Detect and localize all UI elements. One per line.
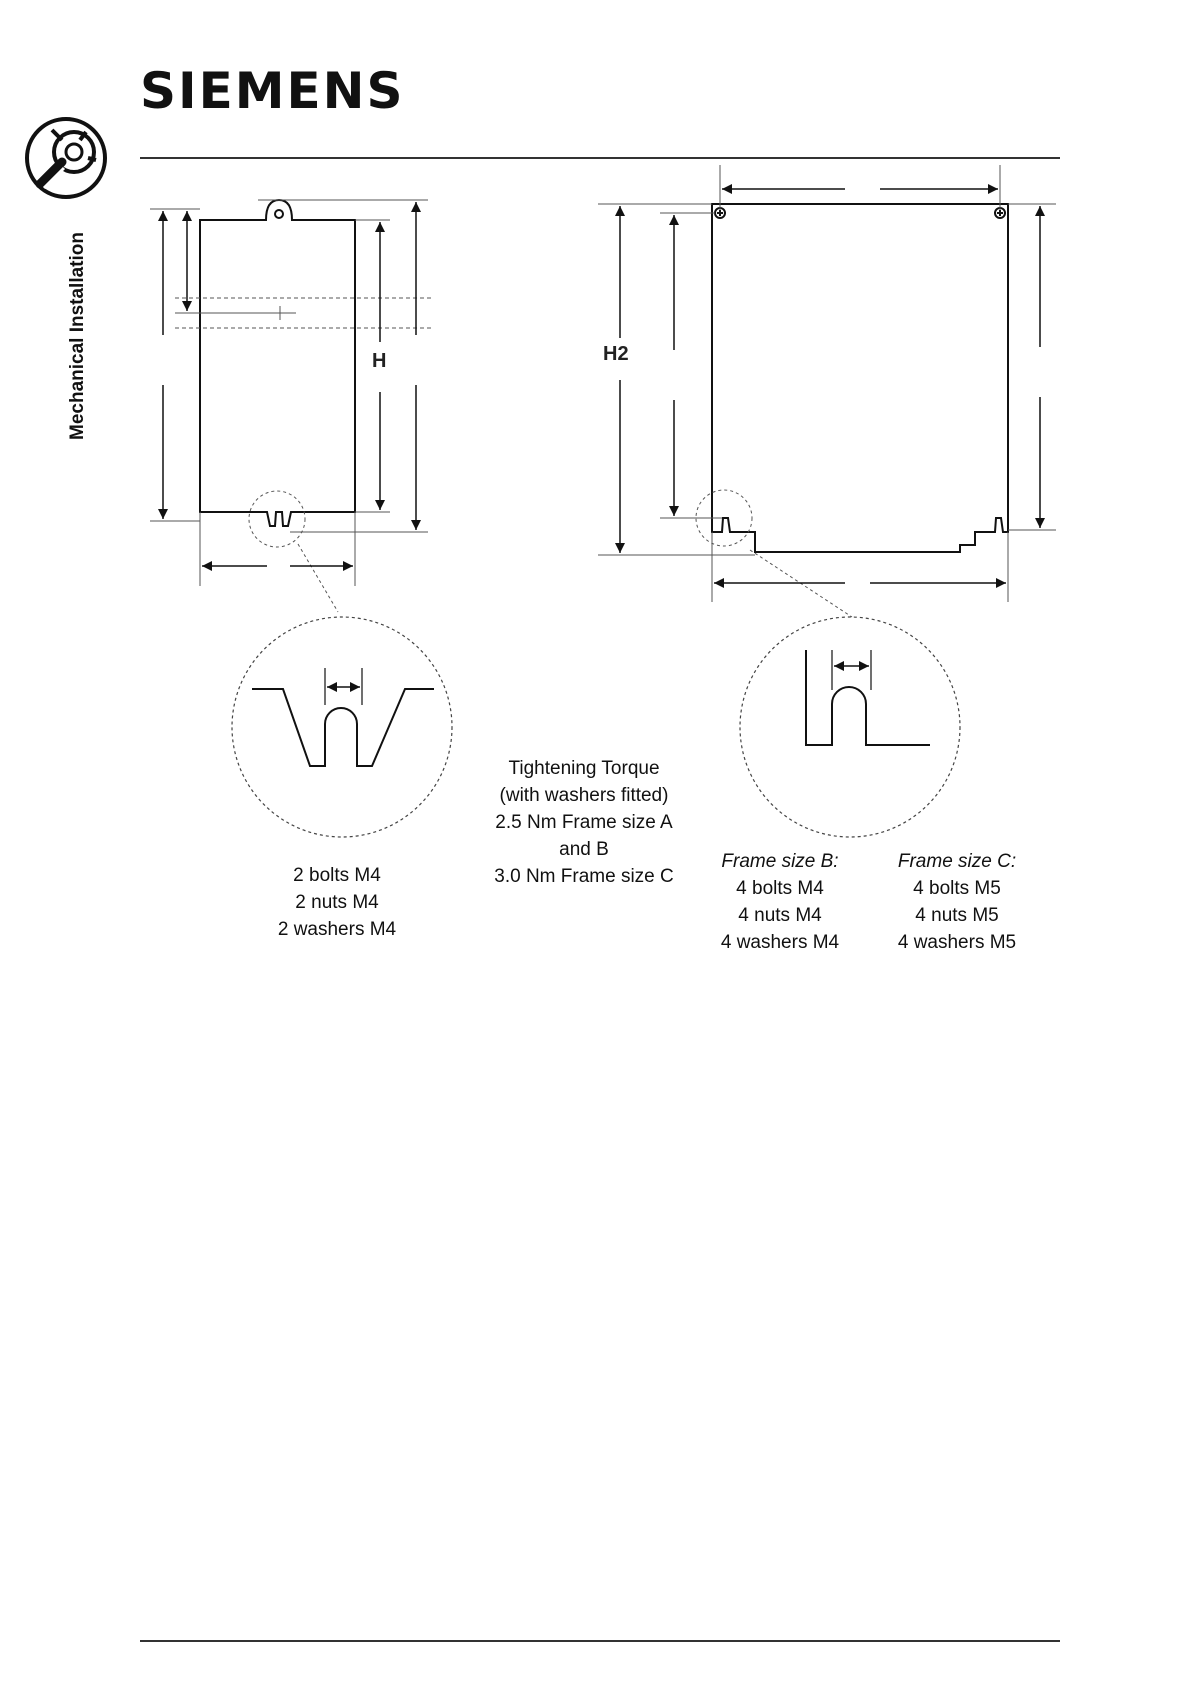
- frame-c-height-label: H2: [603, 343, 629, 365]
- frame-b-bolts: 4 bolts M4: [736, 878, 824, 899]
- frame-c-bolts: 4 bolts M5: [913, 878, 1001, 899]
- frame-a-nuts: 2 nuts M4: [295, 892, 379, 913]
- frame-a-bolts: 2 bolts M4: [293, 865, 381, 886]
- frame-a-outline: [200, 200, 355, 526]
- torque-frame-c: 3.0 Nm Frame size C: [494, 866, 674, 887]
- frame-a-washers: 2 washers M4: [277, 919, 397, 940]
- frame-c-dimension-lines: [598, 165, 1056, 617]
- frame-a-detail-view: [232, 617, 452, 837]
- frame-a-dimension-lines: [150, 200, 432, 612]
- frame-b-fixings: [705, 848, 855, 956]
- frame-c-dimension-gaps: [620, 189, 1040, 583]
- torque-note: (with washers fitted): [499, 785, 669, 806]
- section-title: Mechanical Installation: [67, 232, 88, 440]
- frame-c-washers: 4 washers M5: [897, 932, 1017, 953]
- frame-c-fixings: [882, 848, 1032, 956]
- torque-frame-ab-cont: and B: [559, 839, 609, 860]
- frame-c-nuts: 4 nuts M5: [915, 905, 999, 926]
- frame-b-title: Frame size B:: [721, 851, 839, 872]
- frame-c-outline: [712, 204, 1008, 552]
- frame-b-washers: 4 washers M4: [720, 932, 840, 953]
- frame-c-dimension-arrows: [620, 189, 1040, 583]
- frame-b-nuts: 4 nuts M4: [738, 905, 822, 926]
- torque-title: Tightening Torque: [508, 758, 660, 779]
- frame-a-height-label: H: [372, 350, 387, 372]
- torque-frame-ab: 2.5 Nm Frame size A: [495, 812, 673, 833]
- frame-a-fixings: [262, 862, 412, 943]
- tightening-torque: [488, 755, 680, 890]
- siemens-logo: SIEMENS: [140, 62, 405, 120]
- frame-c-detail-view: [740, 617, 960, 837]
- frame-c-title: Frame size C:: [897, 851, 1017, 872]
